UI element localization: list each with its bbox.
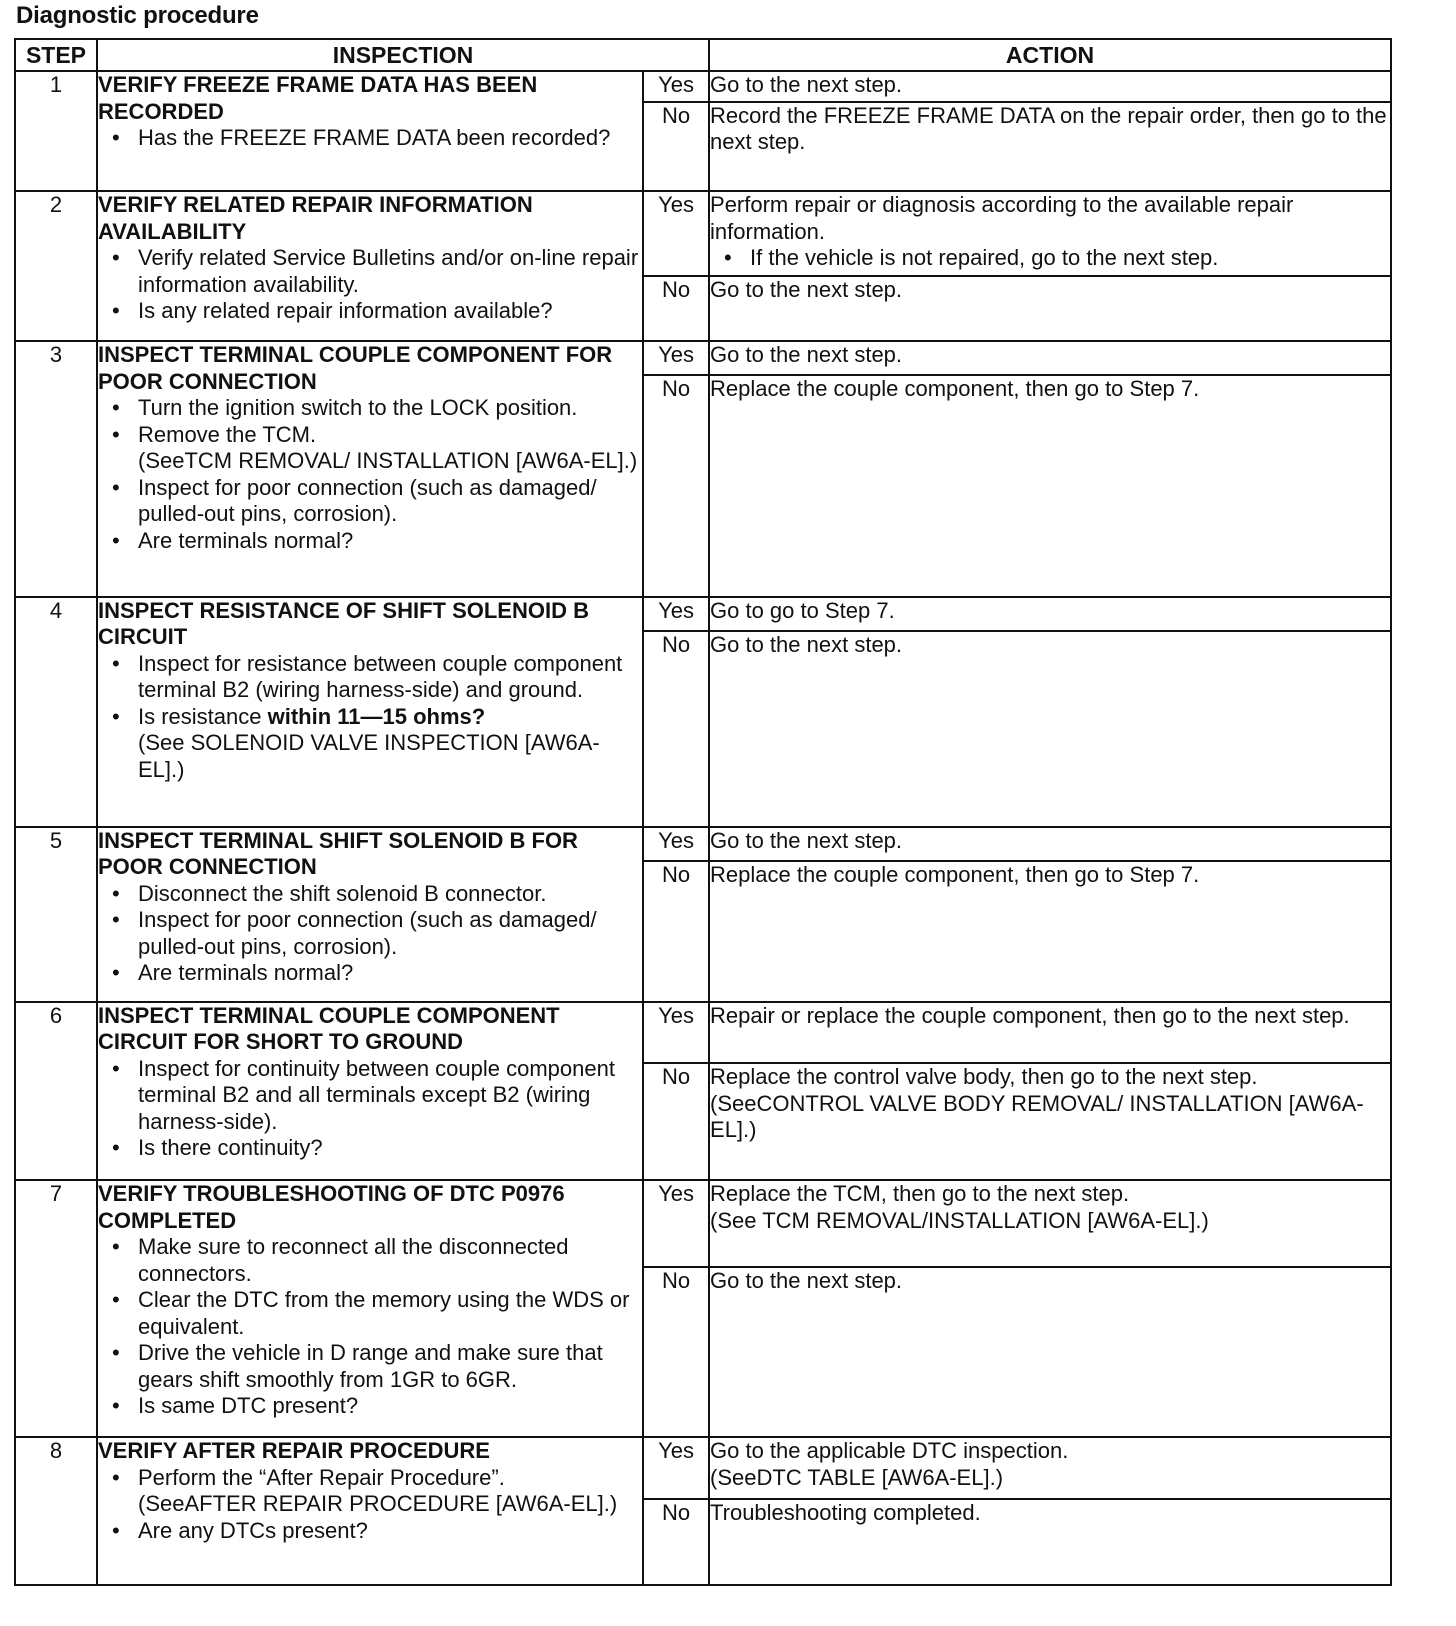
step-column-header: STEP [15, 39, 97, 71]
bullet-reference: (SeeTCM REMOVAL/ INSTALLATION [AW6A-EL].) [138, 448, 638, 474]
table-row [15, 1002, 1391, 1064]
inspection-bullets [98, 1234, 642, 1420]
answer-yes: Yes [643, 1437, 709, 1499]
bullet-text: Make sure to reconnect all the disconnected connectors. [138, 1234, 569, 1286]
action-no-text: Record the FREEZE FRAME DATA on the repair order, then go to the next step. [710, 102, 1387, 155]
step-number: 8 [15, 1437, 97, 1585]
inspection-bullet [98, 704, 642, 784]
action-yes-text: Replace the TCM, then go to the next step. [710, 1181, 1130, 1207]
inspection-bullet [98, 475, 642, 528]
bullet-text: Inspect for poor connection (such as damaged/ pulled-out pins, corrosion). [138, 907, 597, 959]
inspection-bullets [98, 1056, 642, 1162]
bullet-text: Inspect for poor connection (such as damaged/ pulled-out pins, corrosion). [138, 474, 597, 527]
step-number: 5 [15, 827, 97, 1002]
bullet-text: Is resistance [138, 703, 268, 729]
action-yes [709, 597, 1391, 631]
inspection-bullet [98, 881, 642, 908]
action-no-text: Replace the control valve body, then go to the next step. [710, 1064, 1258, 1090]
step-title: INSPECT RESISTANCE OF SHIFT SOLENOID B CIRCUIT [98, 597, 589, 650]
action-no-text: Replace the couple component, then go to Step 7. [710, 376, 1200, 402]
table-row [15, 597, 1391, 631]
inspection-bullet [98, 651, 642, 704]
table-row [15, 827, 1391, 861]
inspection-bullet [98, 1393, 642, 1420]
action-yes [709, 1002, 1391, 1064]
inspection-bullet [98, 1287, 642, 1340]
action-yes [709, 71, 1391, 102]
answer-yes: Yes [643, 597, 709, 631]
bullet-text: Is same DTC present? [138, 1393, 359, 1419]
bullet-text: Is there continuity? [138, 1135, 323, 1161]
action-yes [709, 191, 1391, 276]
inspection-bullet [98, 1234, 642, 1287]
action-reference: (See TCM REMOVAL/INSTALLATION [AW6A-EL].) [710, 1207, 1209, 1233]
action-yes [709, 827, 1391, 861]
answer-no: No [643, 1499, 709, 1585]
action-column-header: ACTION [709, 39, 1391, 71]
inspection-cell [97, 1180, 643, 1437]
step-title: VERIFY FREEZE FRAME DATA HAS BEEN RECORDED [98, 72, 538, 124]
answer-yes: Yes [643, 191, 709, 276]
bullet-text: Verify related Service Bulletins and/or on-line repair information availability. [138, 245, 639, 297]
bullet-text: Perform the “After Repair Procedure”. [138, 1464, 505, 1490]
answer-no: No [643, 1267, 709, 1438]
action-no [709, 631, 1391, 827]
step-number: 1 [15, 71, 97, 191]
bullet-text: Has the FREEZE FRAME DATA been recorded? [138, 125, 611, 150]
answer-no: No [643, 631, 709, 827]
diagnostic-procedure-table [14, 38, 1392, 1586]
bullet-text: Turn the ignition switch to the LOCK position. [138, 395, 578, 421]
step-number: 7 [15, 1180, 97, 1437]
bullet-text: Are any DTCs present? [138, 1517, 368, 1543]
inspection-bullet [98, 1340, 642, 1393]
action-yes-text: Go to the applicable DTC inspection. [710, 1438, 1069, 1463]
inspection-bullets [98, 245, 642, 325]
step-title: VERIFY AFTER REPAIR PROCEDURE [98, 1438, 490, 1463]
inspection-cell [97, 827, 643, 1002]
bullet-text: Are terminals normal? [138, 527, 354, 553]
inspection-bullet [98, 528, 642, 555]
step-title: INSPECT TERMINAL COUPLE COMPONENT FOR POOR CONNECTION [98, 342, 613, 394]
inspection-bullets [98, 651, 642, 784]
step-title: INSPECT TERMINAL COUPLE COMPONENT CIRCUIT FOR SHORT TO GROUND [98, 1002, 560, 1055]
inspection-cell [97, 341, 643, 597]
inspection-bullets [98, 881, 642, 987]
inspection-bullet [98, 960, 642, 987]
action-no [709, 1063, 1391, 1180]
answer-no: No [643, 276, 709, 341]
step-number: 3 [15, 341, 97, 597]
bullet-text: Clear the DTC from the memory using the WDS or equivalent. [138, 1287, 630, 1339]
bullet-text: Are terminals normal? [138, 960, 354, 986]
answer-no: No [643, 102, 709, 191]
inspection-cell [97, 597, 643, 827]
document-title: Diagnostic procedure [16, 2, 259, 29]
answer-yes: Yes [643, 1180, 709, 1266]
inspection-column-header: INSPECTION [97, 39, 709, 71]
bullet-reference: (SeeAFTER REPAIR PROCEDURE [AW6A-EL].) [138, 1491, 618, 1516]
table-row [15, 191, 1391, 276]
table-row [15, 1437, 1391, 1499]
inspection-bullets [98, 395, 642, 554]
answer-no: No [643, 861, 709, 1002]
table-header-row [15, 39, 1391, 71]
bullet-text: Inspect for continuity between couple component terminal B2 and all terminals except B2 (wiring harness-side). [138, 1055, 615, 1134]
step-title: INSPECT TERMINAL SHIFT SOLENOID B FOR POOR CONNECTION [98, 827, 578, 880]
action-yes-text: Go to the next step. [710, 72, 903, 97]
bullet-text: Inspect for resistance between couple component terminal B2 (wiring harness-side) and ground. [138, 650, 623, 703]
step-title: VERIFY RELATED REPAIR INFORMATION AVAILABILITY [98, 192, 533, 244]
action-no [709, 861, 1391, 1002]
inspection-bullet [98, 1135, 642, 1162]
answer-no: No [643, 1063, 709, 1180]
action-no-text: Go to the next step. [710, 631, 903, 657]
action-yes-text: Repair or replace the couple component, then go to the next step. [710, 1002, 1350, 1028]
action-bullet-text: If the vehicle is not repaired, go to the next step. [750, 245, 1219, 271]
action-yes-text: Go to go to Step 7. [710, 597, 895, 623]
action-bullet [710, 245, 1390, 272]
bullet-text: Drive the vehicle in D range and make sure that gears shift smoothly from 1GR to 6GR. [138, 1340, 603, 1392]
action-no [709, 375, 1391, 597]
inspection-bullet [98, 1465, 642, 1518]
table-row [15, 341, 1391, 375]
action-no [709, 102, 1391, 191]
answer-yes: Yes [643, 1002, 709, 1064]
inspection-bullets [98, 125, 642, 152]
inspection-bullet [98, 125, 642, 152]
action-yes [709, 341, 1391, 375]
action-no-text: Go to the next step. [710, 1267, 903, 1293]
answer-yes: Yes [643, 827, 709, 861]
bullet-reference: (See SOLENOID VALVE INSPECTION [AW6A-EL].) [138, 730, 600, 782]
inspection-cell [97, 71, 643, 191]
bullet-text: Disconnect the shift solenoid B connector. [138, 880, 547, 906]
action-no-text: Replace the couple component, then go to Step 7. [710, 861, 1200, 887]
step-number: 2 [15, 191, 97, 341]
inspection-bullet [98, 1518, 642, 1545]
inspection-bullet [98, 1056, 642, 1136]
action-reference: (SeeCONTROL VALVE BODY REMOVAL/ INSTALLATION [AW6A-EL].) [710, 1090, 1364, 1143]
step-number: 4 [15, 597, 97, 827]
action-yes [709, 1437, 1391, 1499]
inspection-cell [97, 1002, 643, 1181]
answer-yes: Yes [643, 71, 709, 102]
action-no [709, 1267, 1391, 1438]
action-yes [709, 1180, 1391, 1266]
table-row [15, 71, 1391, 102]
inspection-bullet [98, 298, 642, 325]
inspection-cell [97, 1437, 643, 1585]
inspection-bullet [98, 395, 642, 422]
action-yes-text: Go to the next step. [710, 827, 903, 853]
step-number: 6 [15, 1002, 97, 1181]
action-yes-text: Go to the next step. [710, 342, 903, 368]
inspection-bullet [98, 907, 642, 960]
inspection-cell [97, 191, 643, 341]
answer-no: No [643, 375, 709, 597]
action-no-text: Go to the next step. [710, 277, 903, 303]
step-title: VERIFY TROUBLESHOOTING OF DTC P0976 COMPLETED [98, 1181, 565, 1233]
action-no [709, 276, 1391, 341]
answer-yes: Yes [643, 341, 709, 375]
inspection-bullet [98, 422, 642, 475]
action-reference: (SeeDTC TABLE [AW6A-EL].) [710, 1464, 1004, 1490]
table-row [15, 1180, 1391, 1266]
bullet-emphasis: within 11—15 ohms? [267, 703, 486, 729]
action-yes-text: Perform repair or diagnosis according to the available repair information. [710, 192, 1294, 244]
inspection-bullets [98, 1465, 642, 1545]
action-no-text: Troubleshooting completed. [710, 1499, 981, 1525]
bullet-text: Is any related repair information available? [138, 298, 553, 324]
action-no [709, 1499, 1391, 1585]
bullet-text: Remove the TCM. [138, 421, 317, 447]
inspection-bullet [98, 245, 642, 298]
